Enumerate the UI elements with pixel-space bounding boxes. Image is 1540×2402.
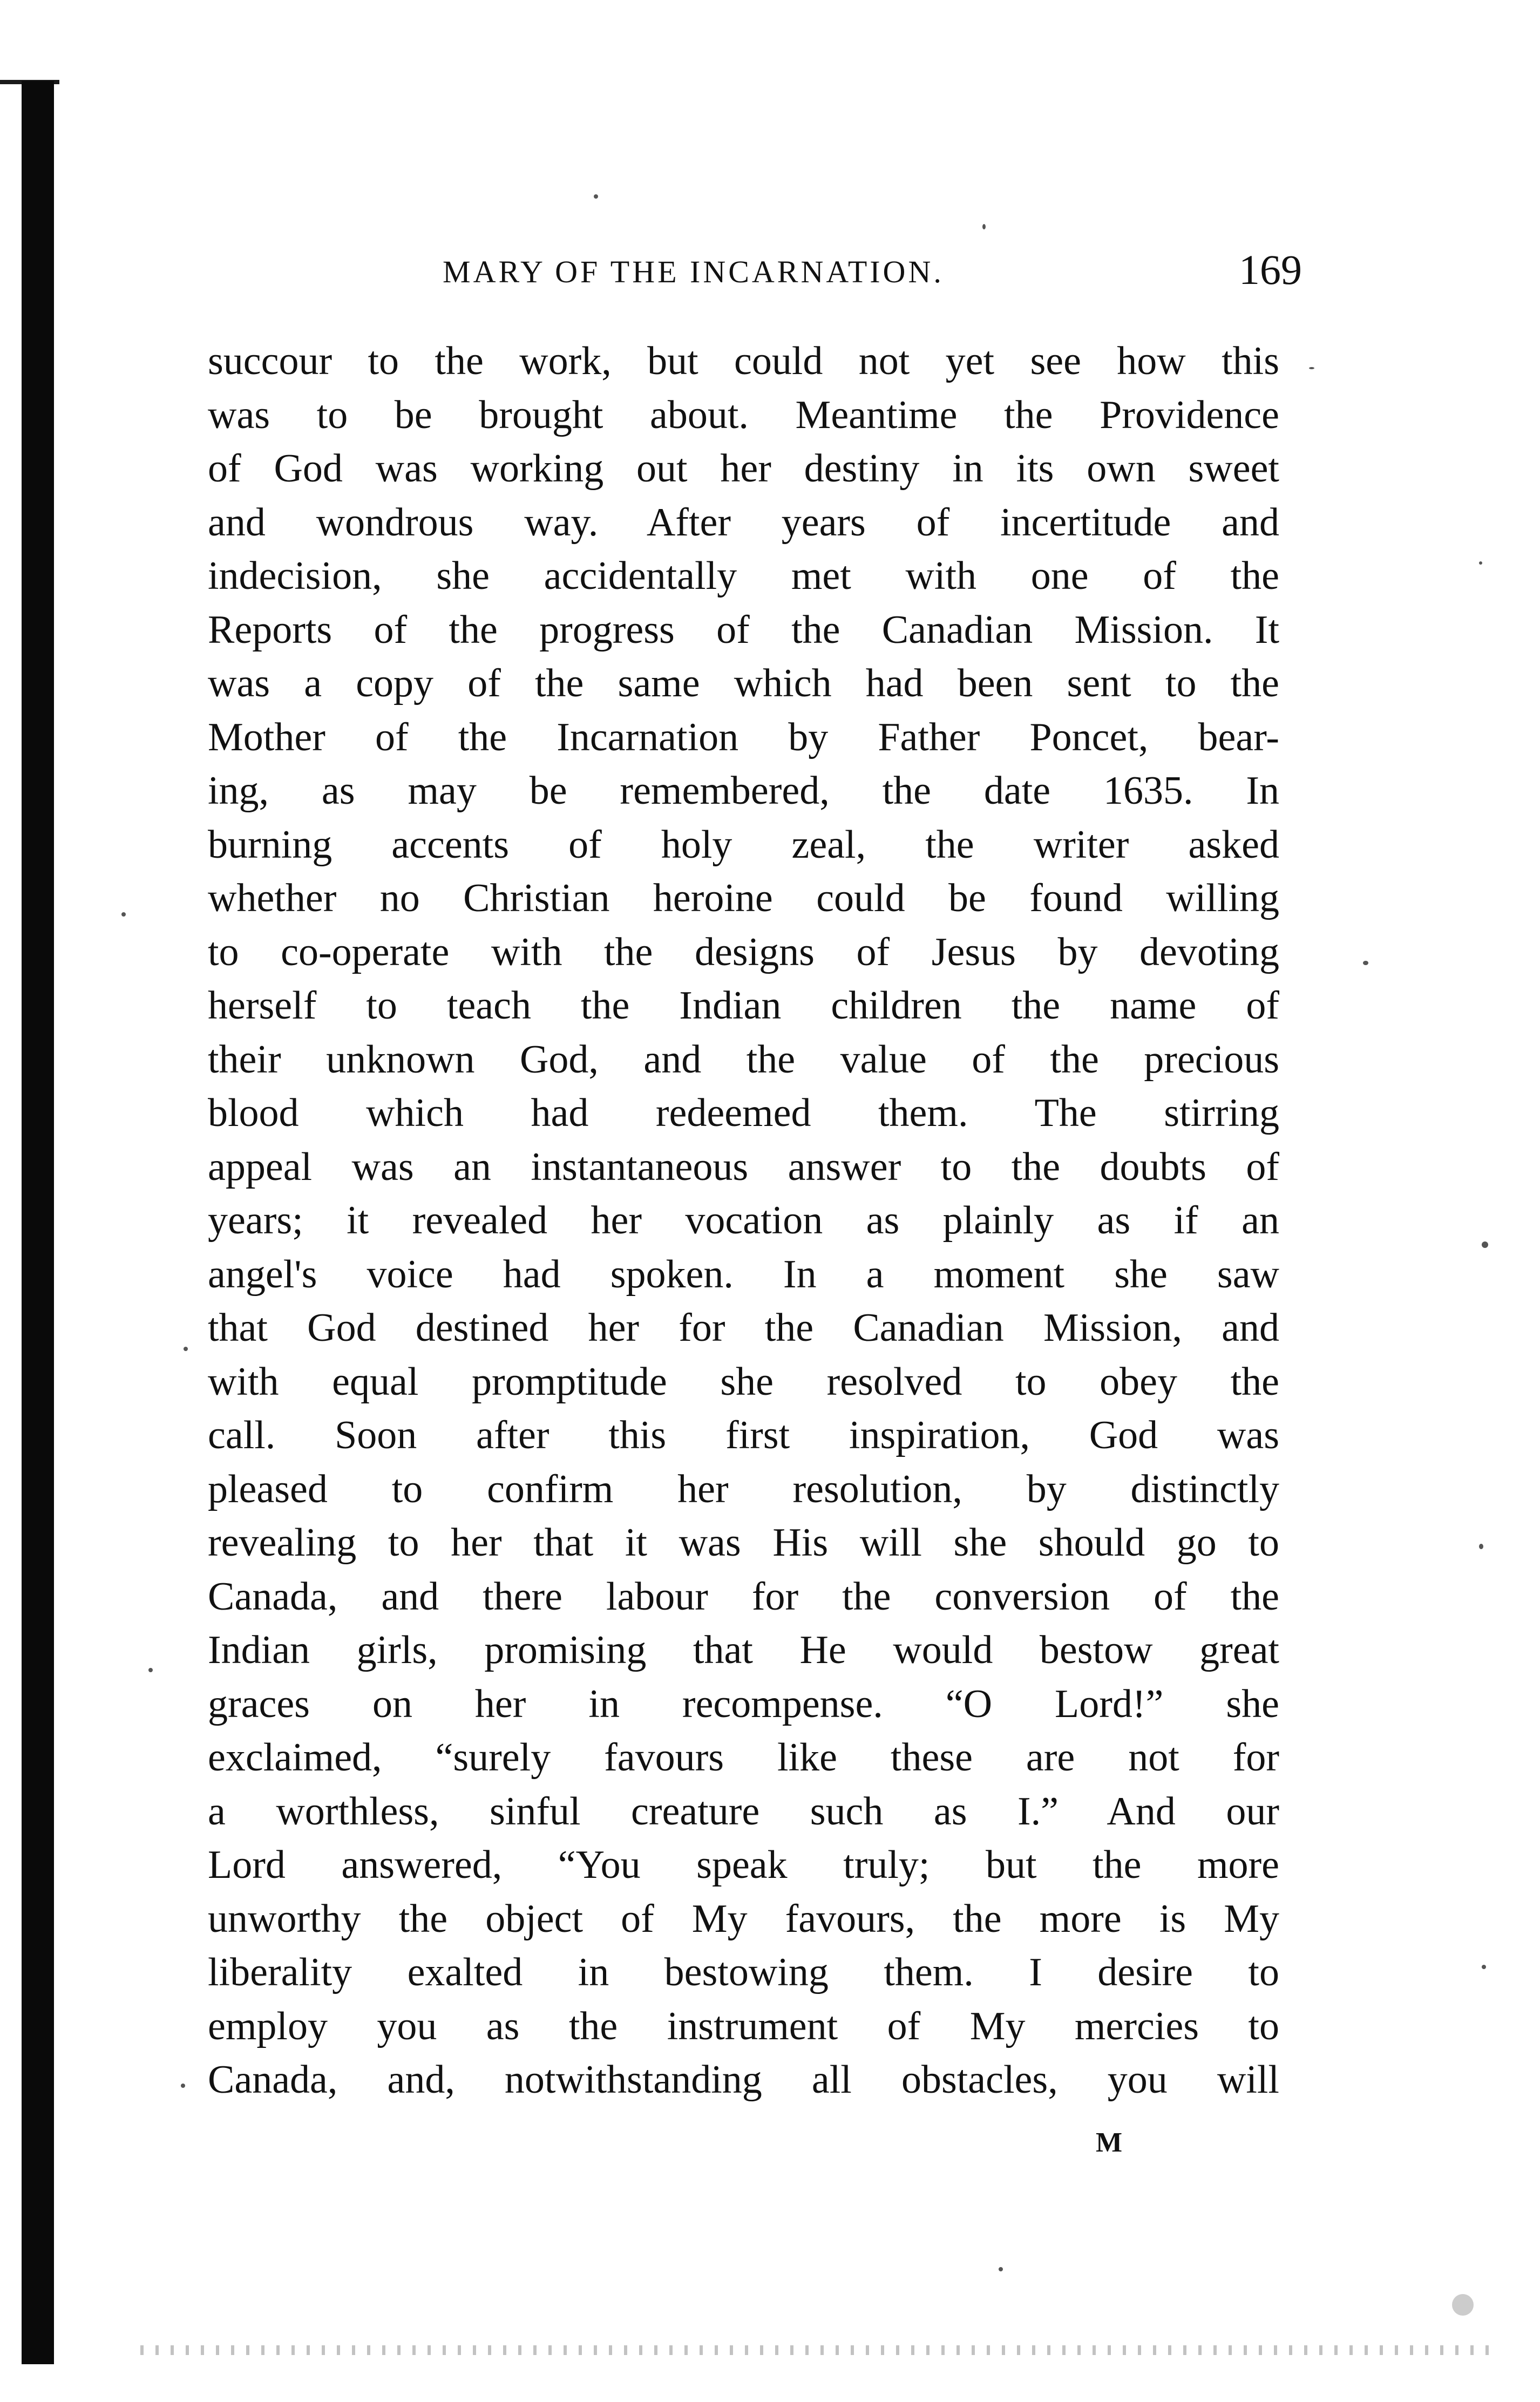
running-head: MARY OF THE INCARNATION.	[443, 254, 944, 289]
scan-speck	[982, 224, 986, 229]
signature-mark: M	[1096, 2127, 1123, 2158]
text-line: exclaimed, “surely favours like these are not for	[208, 1735, 1279, 1780]
text-line: employ you as the instrument of My mercies to	[208, 2004, 1279, 2048]
scan-speck	[121, 912, 126, 917]
text-line: and wondrous way. After years of incertitude and	[208, 500, 1279, 545]
scan-speck	[1482, 1965, 1486, 1969]
text-line: Canada, and there labour for the conversion of the	[208, 1574, 1279, 1619]
text-line: burning accents of holy zeal, the writer asked	[208, 822, 1279, 867]
text-line: appeal was an instantaneous answer to the doubts of	[208, 1144, 1279, 1189]
text-line: their unknown God, and the value of the precious	[208, 1037, 1279, 1082]
scan-speck	[1479, 561, 1482, 565]
scan-speck	[148, 1668, 153, 1672]
scan-speck	[999, 2267, 1003, 2271]
text-line: angel's voice had spoken. In a moment she saw	[208, 1252, 1279, 1297]
scan-speck	[1482, 1241, 1488, 1248]
text-line: whether no Christian heroine could be found willing	[208, 876, 1279, 920]
text-line: Indian girls, promising that He would bestow great	[208, 1628, 1279, 1672]
text-line: Lord answered, “You speak truly; but the more	[208, 1843, 1279, 1887]
scan-speck	[184, 1347, 188, 1351]
text-line: Canada, and, notwithstanding all obstacles, you will	[208, 2058, 1279, 2102]
text-line: was to be brought about. Meantime the Providence	[208, 392, 1279, 437]
scan-smudge	[140, 2345, 1490, 2355]
text-line: of God was working out her destiny in its own sweet	[208, 446, 1279, 491]
text-line: succour to the work, but could not yet see how this	[208, 339, 1279, 383]
scan-speck	[1309, 367, 1314, 369]
text-line: years; it revealed her vocation as plainly as if an	[208, 1198, 1279, 1243]
text-line: with equal promptitude she resolved to obey the	[208, 1359, 1279, 1404]
text-line: was a copy of the same which had been sent to the	[208, 661, 1279, 705]
text-line: herself to teach the Indian children the name of	[208, 983, 1279, 1028]
text-line: ing, as may be remembered, the date 1635. In	[208, 769, 1279, 813]
scan-speck	[594, 194, 598, 199]
text-line: revealing to her that it was His will she should go to	[208, 1521, 1279, 1565]
text-line: pleased to confirm her resolution, by distinctly	[208, 1467, 1279, 1511]
body-text	[208, 335, 1279, 2107]
text-line: blood which had redeemed them. The stirring	[208, 1091, 1279, 1135]
text-line: Mother of the Incarnation by Father Poncet, bear-	[208, 715, 1279, 759]
text-line: Reports of the progress of the Canadian Mission. It	[208, 607, 1279, 652]
text-line: that God destined her for the Canadian Mission, and	[208, 1306, 1279, 1350]
text-line: to co-operate with the designs of Jesus by devoting	[208, 929, 1279, 974]
binding-gutter-edge	[22, 81, 54, 2364]
scan-speck	[181, 2084, 185, 2088]
text-line: call. Soon after this first inspiration, God was	[208, 1413, 1279, 1457]
scan-speck	[1363, 961, 1368, 965]
text-line: graces on her in recompense. “O Lord!” she	[208, 1681, 1279, 1726]
text-line: liberality exalted in bestowing them. I desire to	[208, 1950, 1279, 1994]
scan-speck	[1452, 2294, 1474, 2316]
text-line: unworthy the object of My favours, the more is My	[208, 1896, 1279, 1941]
text-line: a worthless, sinful creature such as I.” And our	[208, 1789, 1279, 1834]
scan-speck	[1479, 1544, 1483, 1549]
page-number: 169	[1239, 246, 1302, 293]
text-line: indecision, she accidentally met with one of the	[208, 554, 1279, 598]
